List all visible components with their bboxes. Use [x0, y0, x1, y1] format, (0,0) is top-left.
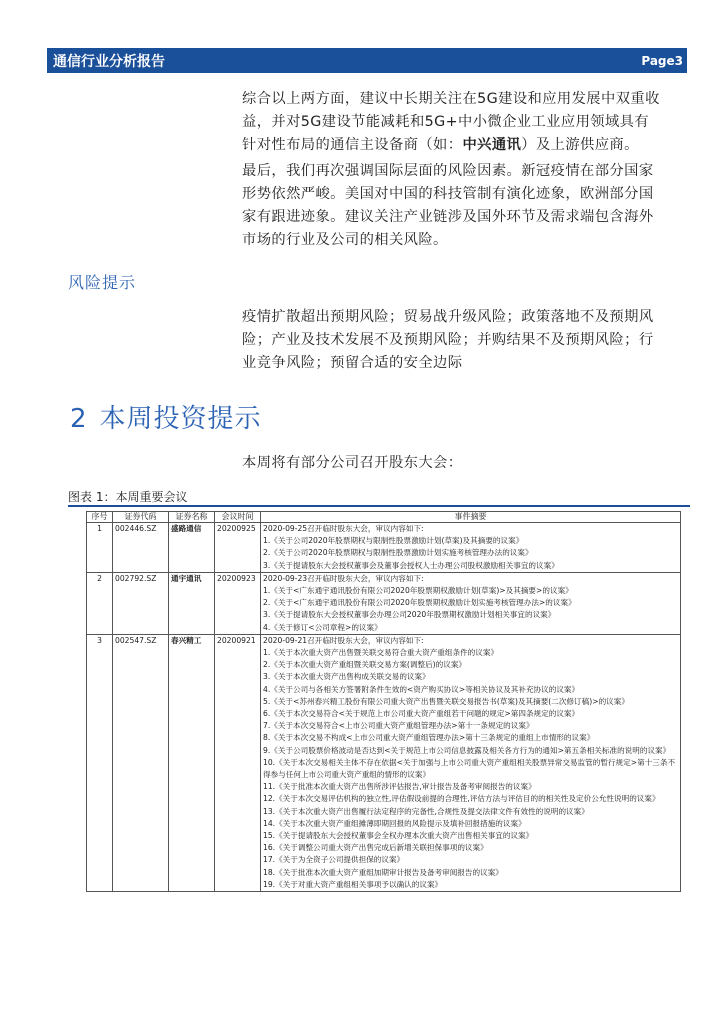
- risk-heading: 风险提示: [68, 273, 137, 292]
- cell-summary: [261, 634, 681, 891]
- summary-line: 1.《关于<广东通宇通讯股份有限公司2020年股票期权激励计划(草案)>及其摘要>的议案》: [263, 586, 573, 596]
- section-number: 2: [70, 404, 88, 434]
- summary-line: 2020-09-21召开临时股东大会，审议内容如下:: [263, 635, 424, 645]
- report-title: 通信行业分析报告: [53, 53, 165, 70]
- highlighted-company: 中兴通讯: [462, 137, 522, 153]
- cell-code: 002547.SZ: [113, 634, 169, 891]
- summary-line: 18.《关于批准本次重大资产重组加期审计报告及备考审阅报告的议案》: [263, 867, 503, 877]
- summary-line: 2020-09-23召开临时股东大会，审议内容如下:: [263, 573, 424, 583]
- summary-line: 19.《关于对重大资产重组相关事项予以确认的议案》: [263, 879, 443, 889]
- cell-code: 002792.SZ: [113, 572, 169, 634]
- table-row: [87, 572, 681, 634]
- cell-date: 20200923: [215, 572, 261, 634]
- cell-seq: 3: [87, 634, 113, 891]
- summary-line: 2.《关于<广东通宇通讯股份有限公司2020年股票期权激励计划实施考核管理办法>的议案》: [263, 598, 576, 608]
- cell-summary: [261, 572, 681, 634]
- international-risk-paragraph: 最后，我们再次强调国际层面的风险因素。新冠疫情在部分国家形势依然严峻。美国对中国的科技管制有演化迹象，欧洲部分国家有跟进迹象。建议关注产业链涉及国外环节及需求端包含海外市场的行业及公司的相关风险。: [242, 163, 654, 248]
- header-code: 证券代码: [113, 512, 169, 523]
- summary-line: 11.《关于批准本次重大资产出售所涉评估报告,审计报告及备考审阅报告的议案》: [263, 782, 536, 792]
- section-intro: 本周将有部分公司召开股东大会：: [242, 455, 463, 471]
- table-row: [87, 523, 681, 573]
- cell-summary: [261, 523, 681, 573]
- table-header-row: [87, 512, 681, 523]
- section-title-text: 本周投资提示: [99, 404, 262, 434]
- summary-line: 12.《关于本次交易评估机构的独立性,评估假设前提的合理性,评估方法与评估目的的相关性及定价公允性说明的议案》: [263, 794, 660, 804]
- summary-line: 17.《关于为全资子公司提供担保的议案》: [263, 855, 405, 865]
- conclusion-text: 综合以上两方面，建议中长期关注在5G建设和应用发展中双重收益，并对5G建设节能减耗和5G+中小微企业工业应用领域具有针对性布局的通信主设备商（如：: [242, 91, 660, 153]
- section-title: [70, 398, 262, 435]
- cell-code: 002446.SZ: [113, 523, 169, 573]
- summary-line: 3.《关于提请股东大会授权董事会及董事会授权人士办理公司股权激励相关事宜的议案》: [263, 560, 559, 570]
- summary-line: 10.《关于本次交易相关主体不存在依据<关于加强与上市公司重大资产重组相关股票异常交易监管的暂行规定>第十三条不得参与任何上市公司重大资产重组的情形的议案》: [263, 757, 676, 780]
- summary-line: 9.《关于公司股票价格波动是否达到<关于规范上市公司信息披露及相关各方行为的通知>第五条相关标准的说明的议案》: [263, 745, 671, 755]
- summary-line: 14.《关于本次重大资产重组摊薄即期回报的风险提示及填补回报措施的议案》: [263, 818, 526, 828]
- figure-rule: [68, 505, 690, 507]
- summary-line: 2020-09-25召开临时股东大会，审议内容如下:: [263, 524, 424, 533]
- conclusion-paragraph: [242, 88, 662, 157]
- cell-name: 盛路通信: [169, 523, 215, 573]
- summary-line: 3.《关于本次重大资产出售构成关联交易的议案》: [263, 672, 430, 682]
- cell-date: 20200925: [215, 523, 261, 573]
- table-row: [87, 634, 681, 891]
- summary-line: 1.《关于公司2020年股票期权与限制性股票激励计划(草案)及其摘要的议案》: [263, 536, 524, 546]
- meetings-table: [86, 511, 681, 892]
- summary-line: 3.《关于提请股东大会授权董事会办理公司2020年股票期权激励计划相关事宜的议案》: [263, 610, 556, 620]
- summary-line: 6.《关于本次交易符合<关于规范上市公司重大资产重组若干问题的规定>第四条规定的议案》: [263, 709, 580, 719]
- summary-line: 7.《关于本次交易符合<上市公司重大资产重组管理办法>第十一条规定的议案》: [263, 721, 534, 731]
- summary-line: 4.《关于修订<公司章程>的议案》: [263, 622, 382, 632]
- cell-name: 春兴精工: [169, 634, 215, 891]
- summary-line: 5.《关于<苏州春兴精工股份有限公司重大资产出售暨关联交易报告书(草案)及其摘要(二次修订稿)>的议案》: [263, 696, 629, 706]
- summary-line: 1.《关于本次重大资产出售暨关联交易符合重大资产重组条件的议案》: [263, 648, 499, 658]
- report-header-bar: [47, 48, 687, 73]
- summary-line: 2.《关于本次重大资产重组暨关联交易方案(调整后)的议案》: [263, 660, 467, 670]
- header-summary: 事件摘要: [261, 512, 681, 523]
- summary-line: 8.《关于本次交易不构成<上市公司重大资产重组管理办法>第十三条规定的重组上市情形的议案》: [263, 733, 595, 743]
- header-seq: 序号: [87, 512, 113, 523]
- conclusion-text-end: ）及上游供应商。: [521, 137, 639, 153]
- summary-line: 16.《关于调整公司重大资产出售完成后新增关联担保事项的议案》: [263, 843, 488, 853]
- figure-caption: 图表 1：本周重要会议: [68, 490, 188, 504]
- risk-text: 疫情扩散超出预期风险；贸易战升级风险；政策落地不及预期风险；产业及技术发展不及预期风险；并购结果不及预期风险；行业竞争风险；预留合适的安全边际: [242, 309, 654, 371]
- cell-date: 20200921: [215, 634, 261, 891]
- header-name: 证券名称: [169, 512, 215, 523]
- header-date: 会议时间: [215, 512, 261, 523]
- summary-line: 13.《关于本次重大资产出售履行法定程序的完备性,合规性及提交法律文件有效性的说明的议案》: [263, 806, 589, 816]
- cell-name: 通宇通讯: [169, 572, 215, 634]
- cell-seq: 2: [87, 572, 113, 634]
- summary-line: 4.《关于公司与各相关方签署附条件生效的<资产购买协议>等相关协议及其补充协议的议案》: [263, 684, 580, 694]
- page-number: Page3: [641, 53, 683, 68]
- cell-seq: 1: [87, 523, 113, 573]
- summary-line: 15.《关于提请股东大会授权董事会全权办理本次重大资产出售相关事宜的议案》: [263, 831, 534, 841]
- summary-line: 2.《关于公司2020年股票期权与限制性股票激励计划实施考核管理办法的议案》: [263, 548, 533, 558]
